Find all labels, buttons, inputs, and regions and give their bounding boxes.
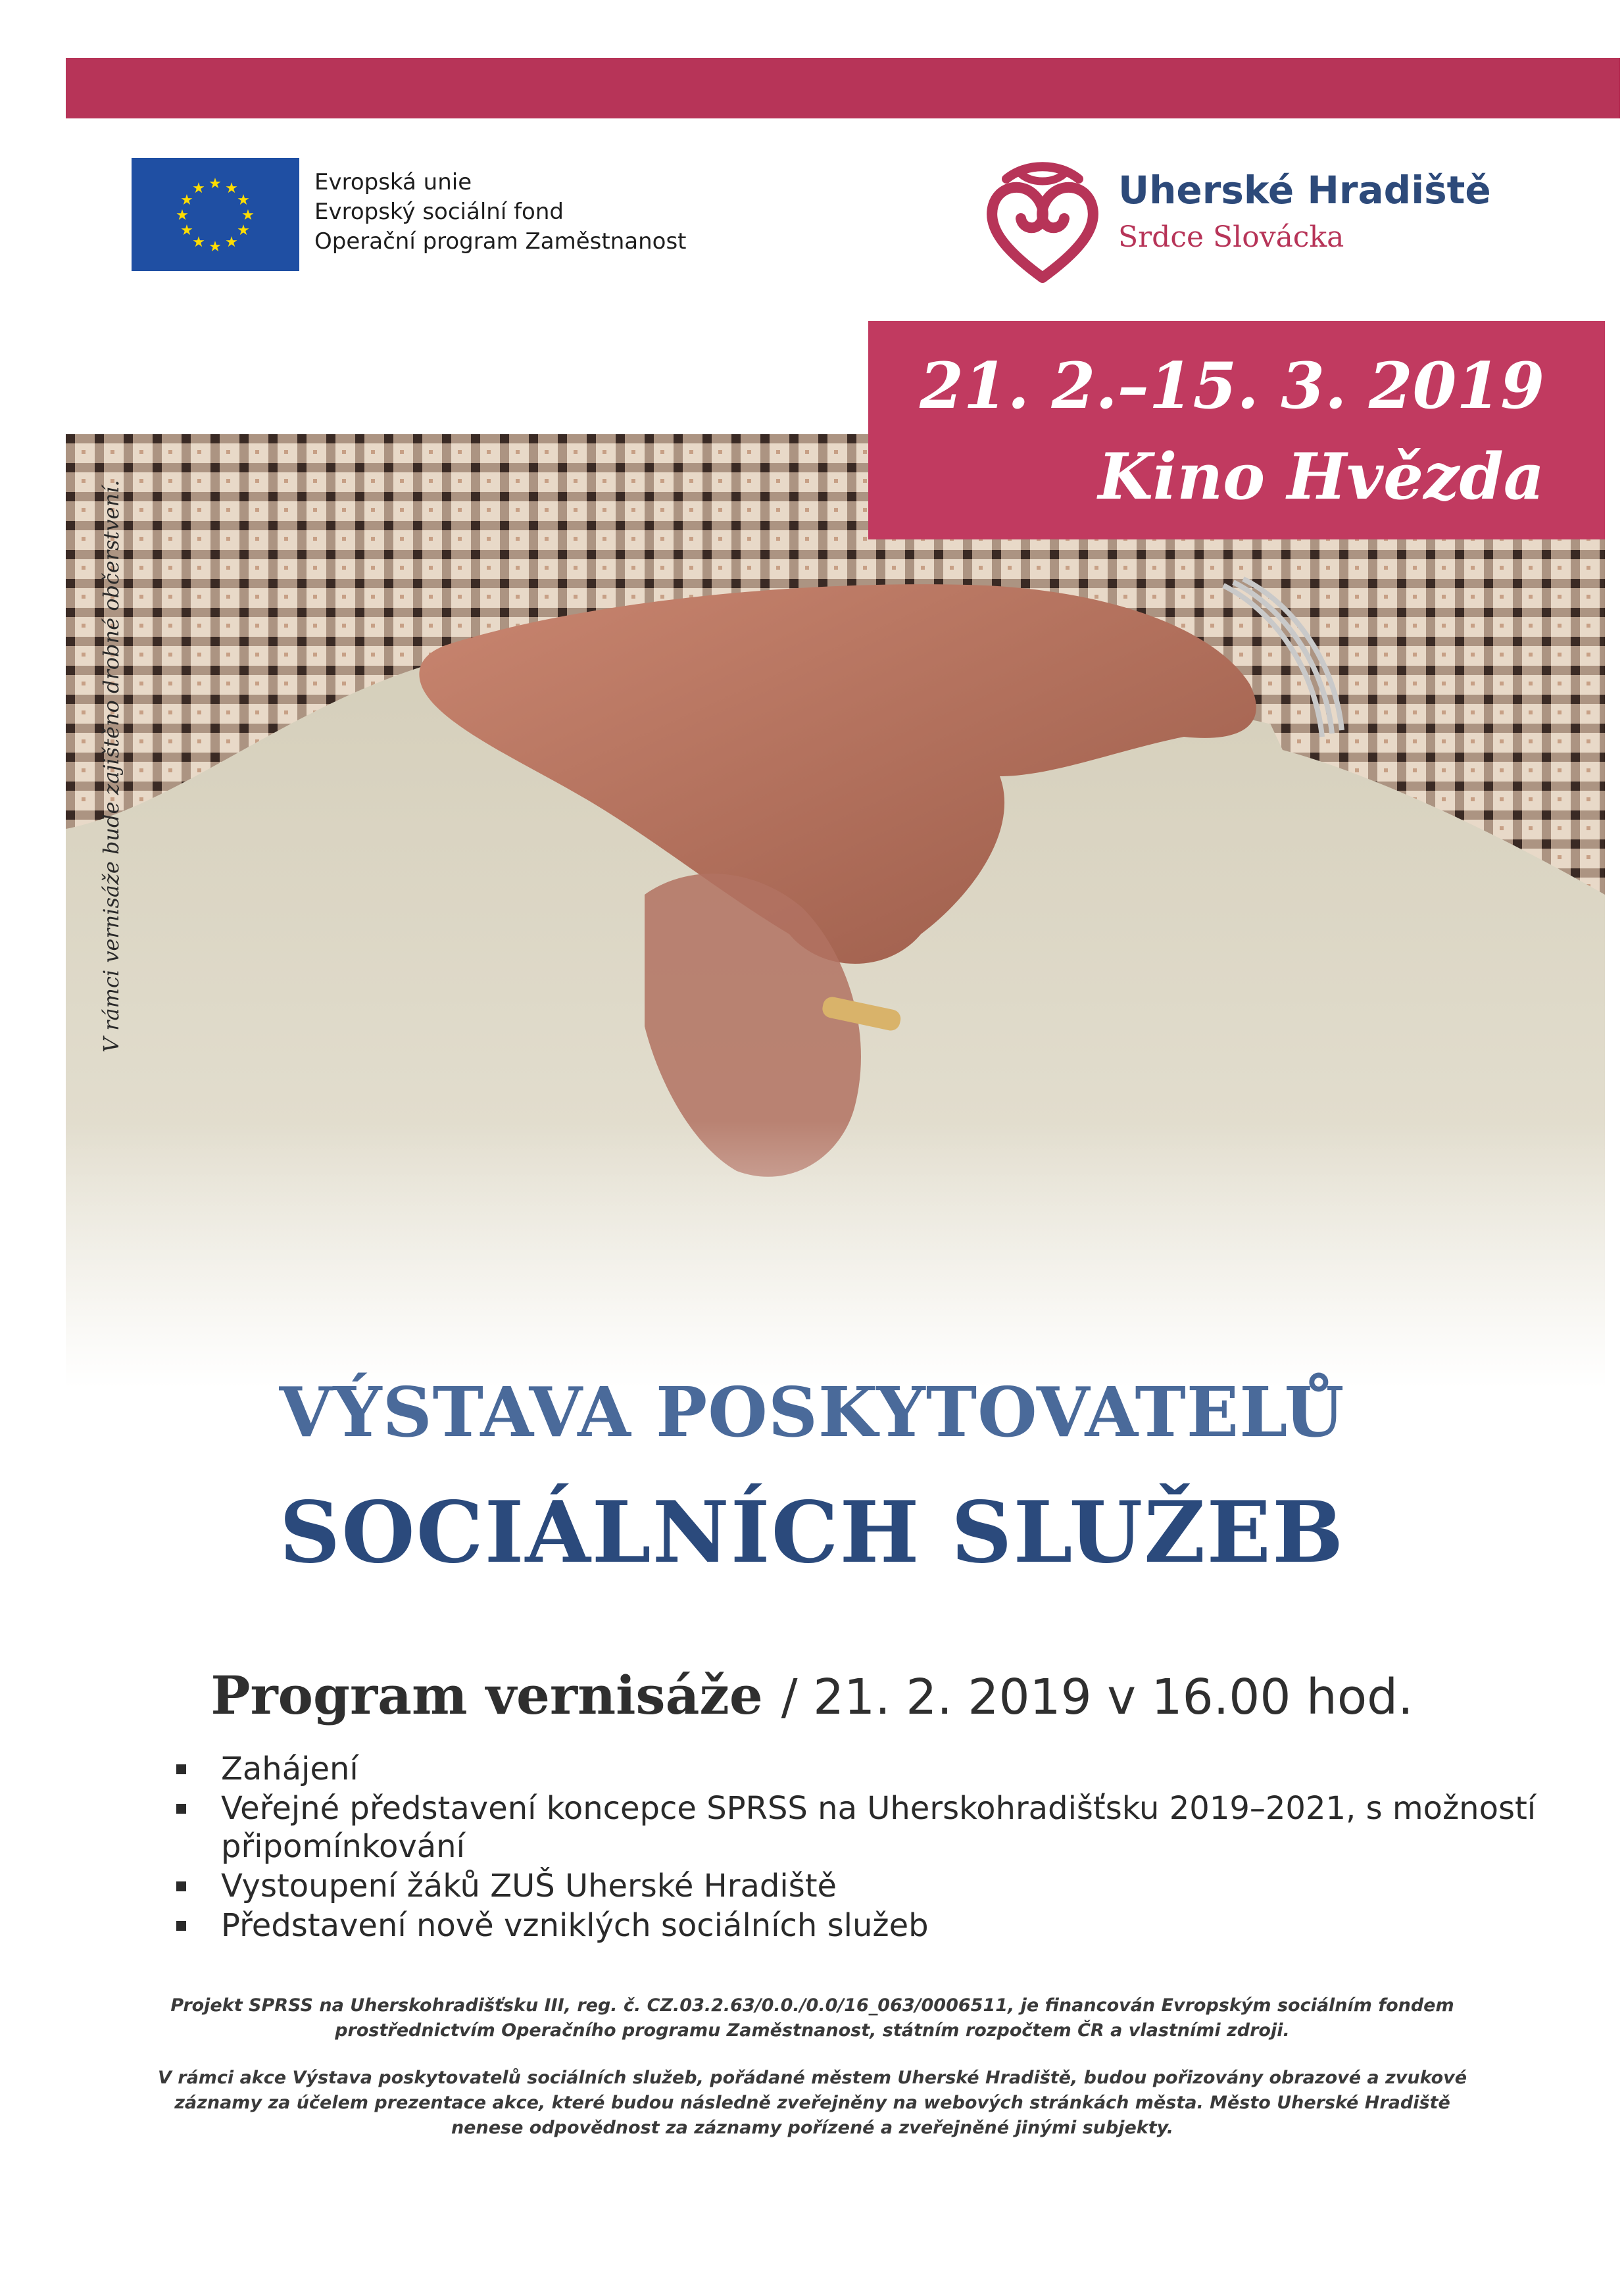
svg-text:★: ★	[237, 192, 250, 209]
svg-text:★: ★	[225, 234, 238, 251]
recording-note: V rámci akce Výstava poskytovatelů sociálních služeb, pořádané městem Uherské Hradiště, budou pořizovány obrazové a zvukové záznamy za účelem prezentace akce, které budou následně zveřejněny na webových stránkách města. Město Uherské Hradiště nenese odpovědnost za záznamy pořízené a zveřejněné jinými subjekty.	[157, 2068, 1467, 2138]
svg-text:★: ★	[209, 176, 222, 192]
list-item: Představení nově vzniklých sociálních služeb	[172, 1906, 1587, 1945]
svg-text:★: ★	[237, 222, 250, 239]
program-heading-label: Program vernisáže	[210, 1664, 763, 1726]
program-list	[172, 1750, 1587, 1946]
svg-text:★: ★	[180, 192, 193, 209]
title-line-1: VÝSTAVA POSKYTOVATELŮ	[279, 1372, 1345, 1453]
program-heading-details: / 21. 2. 2019 v 16.00 hod.	[781, 1669, 1414, 1726]
title-line-2: SOCIÁLNÍCH SLUŽEB	[279, 1483, 1345, 1582]
eu-program-text	[314, 168, 775, 257]
funding-note: Projekt SPRSS na Uherskohradišťsku III, reg. č. CZ.03.2.63/0.0./0.0/16_063/0006511, je financován Evropským sociálním fondem prostřednictvím Operačního programu Zaměstnanost, státním rozpočtem ČR a vlastními zdroji.	[170, 1995, 1454, 2041]
eu-line-union: Evropská unie	[314, 169, 472, 195]
svg-text:★: ★	[176, 207, 189, 224]
list-item: Veřejné představení koncepce SPRSS na Uherskohradišťsku 2019–2021, s možností připomínkování	[172, 1789, 1587, 1866]
svg-text:★: ★	[180, 222, 193, 239]
svg-text:★: ★	[192, 180, 205, 197]
svg-text:★: ★	[225, 180, 238, 197]
svg-text:★: ★	[209, 239, 222, 255]
eu-line-fund: Evropský sociální fond	[314, 199, 564, 225]
svg-text:★: ★	[241, 207, 255, 224]
event-dates: 21. 2.–15. 3. 2019	[920, 349, 1544, 423]
event-venue: Kino Hvězda	[1098, 439, 1544, 514]
top-color-bar	[66, 58, 1620, 118]
city-name: Uherské Hradiště	[1118, 168, 1491, 212]
city-tagline: Srdce Slovácka	[1118, 220, 1344, 254]
list-item: Vystoupení žáků ZUŠ Uherské Hradiště	[172, 1867, 1587, 1905]
svg-text:★: ★	[192, 234, 205, 251]
heart-logo-icon	[967, 153, 1118, 291]
program-heading	[0, 1664, 1624, 1726]
refreshment-note: V rámci vernisáže bude zajištěno drobné občerstvení.	[99, 480, 124, 1053]
event-date-box	[868, 321, 1605, 539]
list-item: Zahájení	[172, 1750, 1587, 1788]
eu-line-program: Operační program Zaměstnanost	[314, 228, 687, 255]
hero-photo	[66, 434, 1605, 1388]
eu-flag-icon	[132, 158, 299, 271]
